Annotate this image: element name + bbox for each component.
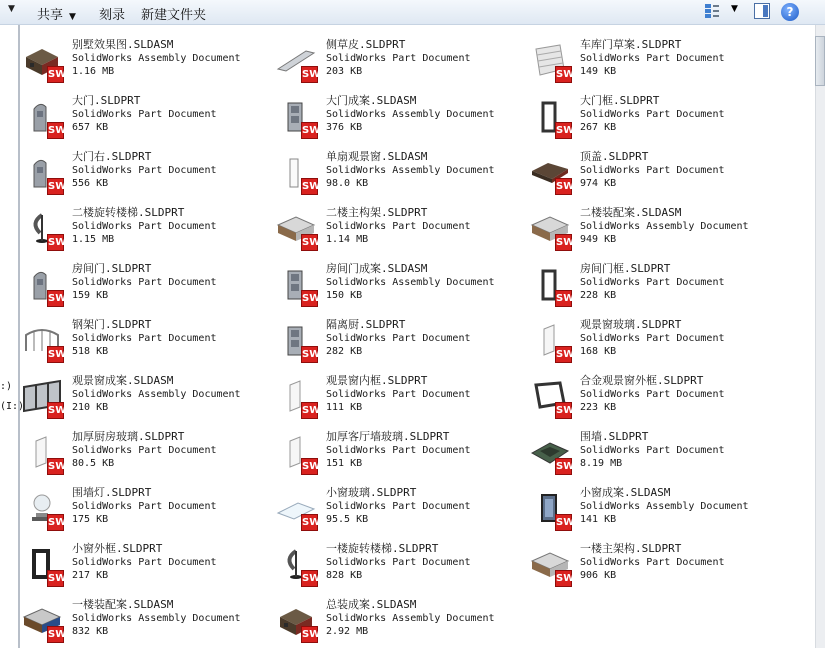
view-options-caret-icon[interactable]: ▼ — [731, 4, 738, 14]
solidworks-badge-icon: SW — [47, 626, 64, 643]
file-item[interactable] — [276, 151, 526, 205]
solidworks-file-icon — [530, 491, 578, 531]
file-item[interactable] — [530, 151, 780, 205]
file-type: SolidWorks Part Document — [72, 109, 217, 120]
file-type: SolidWorks Part Document — [580, 557, 725, 568]
file-name: 加厚厨房玻璃.SLDPRT — [72, 430, 185, 443]
file-size: 210 KB — [72, 402, 109, 413]
file-size: 906 KB — [580, 570, 617, 581]
solidworks-file-icon — [276, 491, 324, 531]
change-view-icon[interactable] — [704, 3, 720, 19]
solidworks-file-icon — [530, 211, 578, 251]
file-size: 95.5 KB — [326, 514, 369, 525]
file-item[interactable] — [276, 543, 526, 597]
file-item[interactable] — [22, 487, 272, 541]
file-size: 556 KB — [72, 178, 109, 189]
share-button[interactable] — [37, 4, 76, 23]
file-type: SolidWorks Assembly Document — [72, 613, 241, 624]
file-size: 149 KB — [580, 66, 617, 77]
solidworks-file-icon — [22, 267, 70, 307]
file-item[interactable] — [276, 263, 526, 317]
file-item[interactable] — [276, 431, 526, 485]
file-name: 大门成案.SLDASM — [326, 94, 417, 107]
solidworks-file-icon — [276, 211, 324, 251]
file-name: 一楼装配案.SLDASM — [72, 598, 174, 611]
solidworks-file-icon — [276, 155, 324, 195]
solidworks-file-icon — [276, 99, 324, 139]
file-name: 小窗成案.SLDASM — [580, 486, 671, 499]
file-size: 159 KB — [72, 290, 109, 301]
solidworks-file-icon — [22, 603, 70, 643]
file-type: SolidWorks Part Document — [580, 389, 725, 400]
solidworks-badge-icon: SW — [301, 514, 318, 531]
solidworks-file-icon — [530, 43, 578, 83]
solidworks-badge-icon: SW — [555, 178, 572, 195]
file-item[interactable] — [22, 39, 272, 93]
file-type: SolidWorks Part Document — [580, 333, 725, 344]
solidworks-badge-icon: SW — [301, 122, 318, 139]
organize-dropdown-caret[interactable]: ▼ — [8, 4, 15, 14]
file-item[interactable] — [22, 207, 272, 261]
solidworks-badge-icon: SW — [47, 458, 64, 475]
file-size: 657 KB — [72, 122, 109, 133]
file-list — [22, 25, 815, 648]
file-item[interactable] — [22, 431, 272, 485]
file-type: SolidWorks Part Document — [326, 333, 471, 344]
file-item[interactable] — [530, 319, 780, 373]
file-type: SolidWorks Part Document — [72, 333, 217, 344]
file-name: 加厚客厅墙玻璃.SLDPRT — [326, 430, 450, 443]
file-name: 一楼旋转楼梯.SLDPRT — [326, 542, 439, 555]
file-type: SolidWorks Part Document — [72, 221, 217, 232]
file-name: 总装成案.SLDASM — [326, 598, 417, 611]
file-size: 1.15 MB — [72, 234, 115, 245]
file-item[interactable] — [22, 599, 272, 653]
file-name: 隔离厨.SLDPRT — [326, 318, 406, 331]
solidworks-file-icon — [276, 267, 324, 307]
solidworks-file-icon — [276, 435, 324, 475]
file-size: 223 KB — [580, 402, 617, 413]
file-size: 2.92 MB — [326, 626, 369, 637]
solidworks-badge-icon: SW — [555, 346, 572, 363]
file-name: 二楼旋转楼梯.SLDPRT — [72, 206, 185, 219]
file-item[interactable] — [22, 543, 272, 597]
solidworks-badge-icon: SW — [301, 346, 318, 363]
solidworks-badge-icon: SW — [47, 290, 64, 307]
command-bar — [0, 0, 825, 25]
solidworks-badge-icon: SW — [301, 570, 318, 587]
solidworks-badge-icon: SW — [555, 290, 572, 307]
file-name: 别墅效果图.SLDASM — [72, 38, 174, 51]
file-item[interactable] — [276, 487, 526, 541]
file-size: 1.14 MB — [326, 234, 369, 245]
scrollbar-thumb[interactable] — [815, 36, 825, 86]
file-item[interactable] — [22, 319, 272, 373]
solidworks-file-icon — [22, 379, 70, 419]
file-size: 518 KB — [72, 346, 109, 357]
nav-drive-label[interactable]: (I:) — [0, 401, 25, 412]
solidworks-badge-icon: SW — [47, 178, 64, 195]
share-label: 共享 — [37, 8, 64, 23]
preview-pane-icon[interactable] — [754, 3, 770, 19]
file-size: 974 KB — [580, 178, 617, 189]
file-size: 8.19 MB — [580, 458, 623, 469]
file-name: 房间门框.SLDPRT — [580, 262, 671, 275]
file-item[interactable] — [530, 95, 780, 149]
file-name: 大门框.SLDPRT — [580, 94, 660, 107]
file-size: 376 KB — [326, 122, 363, 133]
file-size: 168 KB — [580, 346, 617, 357]
file-name: 二楼主构架.SLDPRT — [326, 206, 428, 219]
file-size: 267 KB — [580, 122, 617, 133]
solidworks-badge-icon: SW — [555, 514, 572, 531]
file-name: 侧草皮.SLDPRT — [326, 38, 406, 51]
file-item[interactable] — [530, 431, 780, 485]
navigation-pane — [0, 25, 25, 648]
solidworks-badge-icon: SW — [555, 122, 572, 139]
solidworks-badge-icon: SW — [555, 66, 572, 83]
file-type: SolidWorks Assembly Document — [580, 221, 749, 232]
file-type: SolidWorks Part Document — [72, 501, 217, 512]
solidworks-badge-icon: SW — [301, 66, 318, 83]
file-size: 228 KB — [580, 290, 617, 301]
solidworks-file-icon — [22, 323, 70, 363]
file-name: 观景窗成案.SLDASM — [72, 374, 174, 387]
file-size: 217 KB — [72, 570, 109, 581]
solidworks-badge-icon: SW — [47, 234, 64, 251]
help-icon[interactable]: ? — [781, 3, 799, 21]
file-type: SolidWorks Part Document — [326, 501, 471, 512]
file-size: 203 KB — [326, 66, 363, 77]
file-size: 175 KB — [72, 514, 109, 525]
solidworks-file-icon — [530, 435, 578, 475]
file-item[interactable] — [22, 375, 272, 429]
file-type: SolidWorks Part Document — [72, 277, 217, 288]
file-name: 围墙灯.SLDPRT — [72, 486, 152, 499]
file-type: SolidWorks Part Document — [326, 557, 471, 568]
solidworks-file-icon — [530, 379, 578, 419]
file-size: 828 KB — [326, 570, 363, 581]
file-name: 顶盖.SLDPRT — [580, 150, 649, 163]
file-name: 一楼主架构.SLDPRT — [580, 542, 682, 555]
file-type: SolidWorks Part Document — [326, 221, 471, 232]
solidworks-badge-icon: SW — [301, 626, 318, 643]
solidworks-file-icon — [530, 547, 578, 587]
file-item[interactable] — [276, 95, 526, 149]
solidworks-badge-icon: SW — [47, 514, 64, 531]
file-type: SolidWorks Assembly Document — [72, 389, 241, 400]
file-name: 小窗外框.SLDPRT — [72, 542, 163, 555]
file-item[interactable] — [276, 39, 526, 93]
burn-button[interactable]: 刻录 — [99, 8, 126, 23]
file-item[interactable] — [530, 375, 780, 429]
file-size: 151 KB — [326, 458, 363, 469]
file-name: 车库门草案.SLDPRT — [580, 38, 682, 51]
file-name: 小窗玻璃.SLDPRT — [326, 486, 417, 499]
solidworks-badge-icon: SW — [555, 234, 572, 251]
file-name: 观景窗玻璃.SLDPRT — [580, 318, 682, 331]
file-item[interactable] — [530, 487, 780, 541]
file-name: 房间门成案.SLDASM — [326, 262, 428, 275]
file-name: 合金观景窗外框.SLDPRT — [580, 374, 704, 387]
file-name: 房间门.SLDPRT — [72, 262, 152, 275]
file-type: SolidWorks Part Document — [580, 165, 725, 176]
solidworks-file-icon — [22, 155, 70, 195]
solidworks-file-icon — [276, 547, 324, 587]
file-type: SolidWorks Part Document — [72, 557, 217, 568]
solidworks-file-icon — [530, 267, 578, 307]
solidworks-badge-icon: SW — [47, 570, 64, 587]
file-item[interactable] — [276, 319, 526, 373]
solidworks-file-icon — [530, 155, 578, 195]
solidworks-file-icon — [22, 99, 70, 139]
solidworks-file-icon — [530, 323, 578, 363]
solidworks-badge-icon: SW — [301, 290, 318, 307]
solidworks-file-icon — [530, 99, 578, 139]
file-item[interactable] — [276, 375, 526, 429]
solidworks-badge-icon: SW — [301, 402, 318, 419]
solidworks-badge-icon: SW — [555, 402, 572, 419]
share-caret-icon: ▼ — [69, 12, 76, 22]
solidworks-badge-icon: SW — [555, 570, 572, 587]
file-type: SolidWorks Part Document — [326, 53, 471, 64]
file-item[interactable] — [530, 543, 780, 597]
file-type: SolidWorks Assembly Document — [580, 501, 749, 512]
solidworks-file-icon — [22, 211, 70, 251]
file-item[interactable] — [22, 95, 272, 149]
file-size: 80.5 KB — [72, 458, 115, 469]
file-item[interactable] — [22, 151, 272, 205]
file-type: SolidWorks Assembly Document — [326, 165, 495, 176]
file-item[interactable] — [530, 39, 780, 93]
file-size: 949 KB — [580, 234, 617, 245]
file-size: 832 KB — [72, 626, 109, 637]
file-name: 观景窗内框.SLDPRT — [326, 374, 428, 387]
file-name: 二楼装配案.SLDASM — [580, 206, 682, 219]
solidworks-badge-icon: SW — [555, 458, 572, 475]
file-type: SolidWorks Assembly Document — [72, 53, 241, 64]
solidworks-badge-icon: SW — [47, 346, 64, 363]
solidworks-file-icon — [276, 603, 324, 643]
file-type: SolidWorks Assembly Document — [326, 613, 495, 624]
file-type: SolidWorks Assembly Document — [326, 277, 495, 288]
file-size: 141 KB — [580, 514, 617, 525]
file-size: 111 KB — [326, 402, 363, 413]
solidworks-file-icon — [22, 547, 70, 587]
file-name: 钢架门.SLDPRT — [72, 318, 152, 331]
file-type: SolidWorks Part Document — [580, 53, 725, 64]
file-item[interactable] — [530, 207, 780, 261]
solidworks-badge-icon: SW — [47, 122, 64, 139]
solidworks-badge-icon: SW — [47, 402, 64, 419]
file-name: 围墙.SLDPRT — [580, 430, 649, 443]
file-size: 150 KB — [326, 290, 363, 301]
file-type: SolidWorks Part Document — [72, 165, 217, 176]
file-type: SolidWorks Part Document — [580, 277, 725, 288]
file-item[interactable] — [276, 207, 526, 261]
file-type: SolidWorks Part Document — [326, 445, 471, 456]
file-type: SolidWorks Part Document — [580, 445, 725, 456]
file-item[interactable] — [276, 599, 526, 653]
file-type: SolidWorks Part Document — [326, 389, 471, 400]
file-name: 大门右.SLDPRT — [72, 150, 152, 163]
nav-drive-label[interactable]: :) — [0, 381, 13, 392]
file-type: SolidWorks Assembly Document — [326, 109, 495, 120]
solidworks-badge-icon: SW — [301, 178, 318, 195]
file-item[interactable] — [22, 263, 272, 317]
file-name: 单扇观景窗.SLDASM — [326, 150, 428, 163]
solidworks-file-icon — [276, 379, 324, 419]
new-folder-button[interactable]: 新建文件夹 — [141, 8, 207, 23]
solidworks-file-icon — [22, 43, 70, 83]
file-name: 大门.SLDPRT — [72, 94, 141, 107]
vertical-scrollbar[interactable] — [815, 25, 825, 648]
solidworks-file-icon — [22, 435, 70, 475]
file-size: 1.16 MB — [72, 66, 115, 77]
file-size: 282 KB — [326, 346, 363, 357]
file-item[interactable] — [530, 263, 780, 317]
file-type: SolidWorks Part Document — [72, 445, 217, 456]
solidworks-badge-icon: SW — [47, 66, 64, 83]
file-size: 98.0 KB — [326, 178, 369, 189]
file-type: SolidWorks Part Document — [580, 109, 725, 120]
solidworks-file-icon — [276, 43, 324, 83]
solidworks-badge-icon: SW — [301, 458, 318, 475]
solidworks-badge-icon: SW — [301, 234, 318, 251]
solidworks-file-icon — [276, 323, 324, 363]
solidworks-file-icon — [22, 491, 70, 531]
